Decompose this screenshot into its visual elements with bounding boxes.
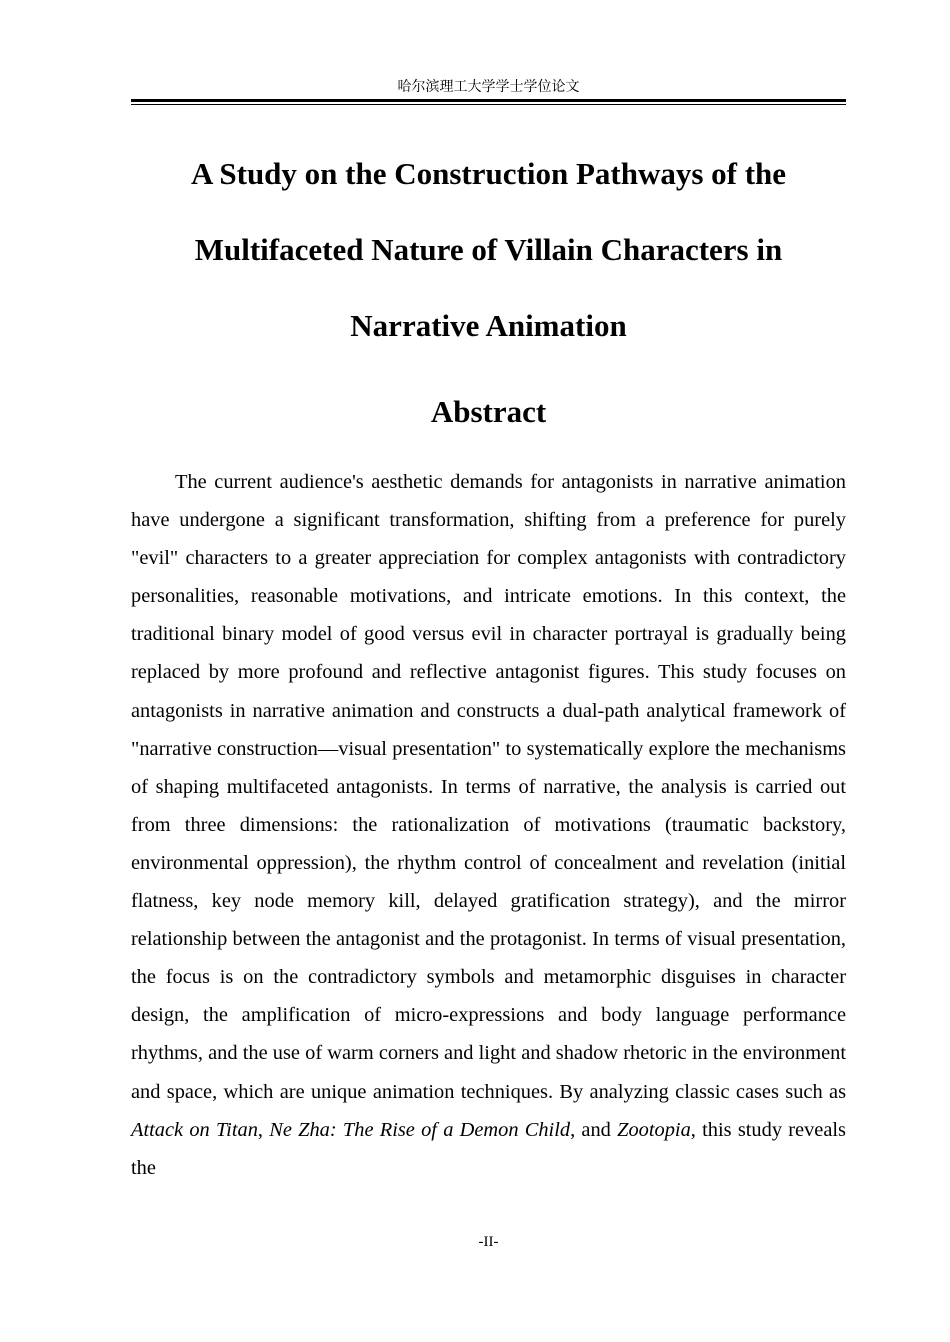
page-number: -II-: [478, 1234, 499, 1250]
abstract-text-part-2: , this study reveals the: [131, 1118, 846, 1179]
case-title-attack-on-titan: Attack on Titan: [131, 1118, 258, 1141]
thesis-title: [131, 136, 846, 364]
case-title-ne-zha: Ne Zha: The Rise of a Demon Child: [269, 1118, 571, 1141]
title-line-3: Narrative Animation: [350, 308, 627, 343]
header-rule-thin: [131, 104, 846, 105]
abstract-heading: Abstract: [430, 394, 547, 429]
title-line-1: A Study on the Construction Pathways of the: [190, 156, 787, 191]
running-header: 哈尔滨理工大学学士学位论文: [397, 79, 580, 95]
header-rule-thick: [131, 99, 846, 102]
abstract-text-part-1: The current audience's aesthetic demands for antagonists in narrative animation have undergone a significant transformation, shifting from a preference for purely "evil" characters to a greater appreciation for complex antagonists with contradictory personalities, reasonable motivations, and intricate emotions. In this context, the traditional binary model of good versus evil in character portrayal is gradually being replaced by more profound and reflective antagonist figures. This study focuses on antagonists in narrative animation and constructs a dual-path analytical framework of "narrative construction—visual presentation" to systematically explore the mechanisms of shaping multifaceted antagonists. In terms of narrative, the analysis is carried out from three dimensions: the rationalization of motivations (traumatic backstory, environmental oppression), the rhythm control of concealment and revelation (initial flatness, key node memory kill, delayed gratification strategy), and the mirror relationship between the antagonist and the protagonist. In terms of visual presentation, the focus is on the contradictory symbols and metamorphic disguises in character design, the amplification of micro-expressions and body language performance rhythms, and the use of warm corners and light and shadow rhetoric in the environment and space, which are unique animation techniques. By analyzing classic cases such as: [131, 471, 846, 1103]
case-title-zootopia: Zootopia: [617, 1118, 691, 1141]
abstract-paragraph: [131, 463, 846, 1187]
title-line-2: Multifaceted Nature of Villain Characters in: [194, 232, 783, 267]
abstract-separator-2: , and: [570, 1118, 618, 1141]
abstract-separator-1: ,: [257, 1118, 270, 1141]
